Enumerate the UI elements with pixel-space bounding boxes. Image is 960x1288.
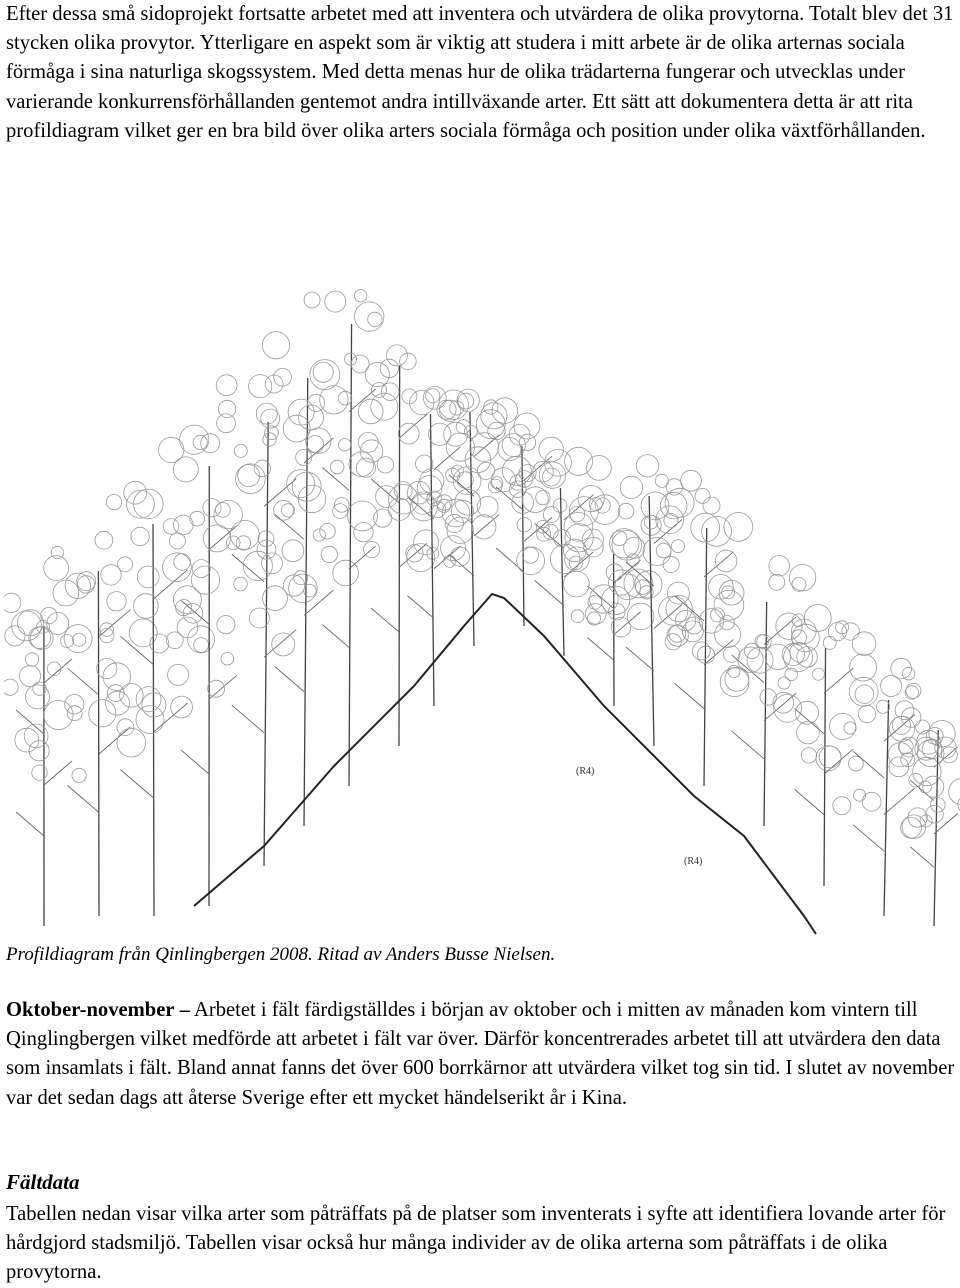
- tree-drawing-17: [774, 605, 876, 887]
- intro-paragraph: Efter dessa små sidoprojekt fortsatte arbetet med att inventera och utvärdera de olika provytorna. Totalt blev det 31 stycken olika provytor. Ytterligare en aspekt som är viktig att studera i mitt arbete är de olika arternas sociala förmåga i sina naturliga skogssystem. Med detta menas hur de olika trädarterna fungerar och utvecklas under varierande konkurrensförhållanden gentemot andra intillväxande arter. Ett sätt att dokumentera detta är att rita profildiagram vilket ger en bra bild över olika arters sociala förmåga och position under olika växtförhållanden.: [6, 3, 954, 142]
- tree-drawing-11: [477, 403, 571, 626]
- ground-profile-line: [194, 594, 816, 934]
- tree-drawing-5: [215, 375, 317, 866]
- field-data-paragraph: Tabellen nedan visar vilka arter som påträffats på de platser som inventerats i syfte att identifiera lovande arter för hårdgjord stadsmiljö. Tabellen visar också hur många individer av de olika arterna som påträffats i de olika provytorna.: [6, 1203, 946, 1284]
- october-november-paragraph: [6, 996, 958, 1113]
- tree-drawing-3: [97, 481, 215, 916]
- october-lead: Oktober-november: [6, 999, 175, 1021]
- tree-drawing-15: [656, 488, 752, 786]
- profile-diagram-drawing: [4, 226, 960, 936]
- tree-drawing-8: [348, 345, 446, 746]
- tree-drawing-14: [601, 455, 701, 746]
- tree-drawing-19: [895, 701, 960, 926]
- tree-drawing-12: [512, 447, 620, 656]
- tree-drawing-9: [389, 386, 478, 706]
- tree-drawing-2: [44, 527, 157, 916]
- field-data-heading: Fältdata: [6, 1170, 80, 1194]
- tree-drawing-7: [298, 290, 393, 787]
- tree-drawing-18: [830, 654, 942, 916]
- october-body: Arbetet i fält färdigställdes i början av oktober och i mitten av månaden kom vintern till Qinglingbergen vilket medförde att arbetet i fält var över. Därför koncentrerades arbetet till att utvärdera den data som insamlats i fält. Bland annat fanns det över 600 borrkärnor att utvärdera vilket tog sin tid. I slutet av november var det sedan dags att återse Sverige efter ett mycket händelserikt år i Kina.: [6, 999, 955, 1109]
- tree-drawing-1: [4, 593, 92, 926]
- plot-label-1: (R4): [576, 766, 595, 777]
- october-dash: –: [179, 999, 190, 1021]
- figure-caption: Profildiagram från Qinlingbergen 2008. Ritad av Anders Busse Nielsen.: [6, 944, 556, 965]
- plot-label-2: (R4): [684, 856, 703, 867]
